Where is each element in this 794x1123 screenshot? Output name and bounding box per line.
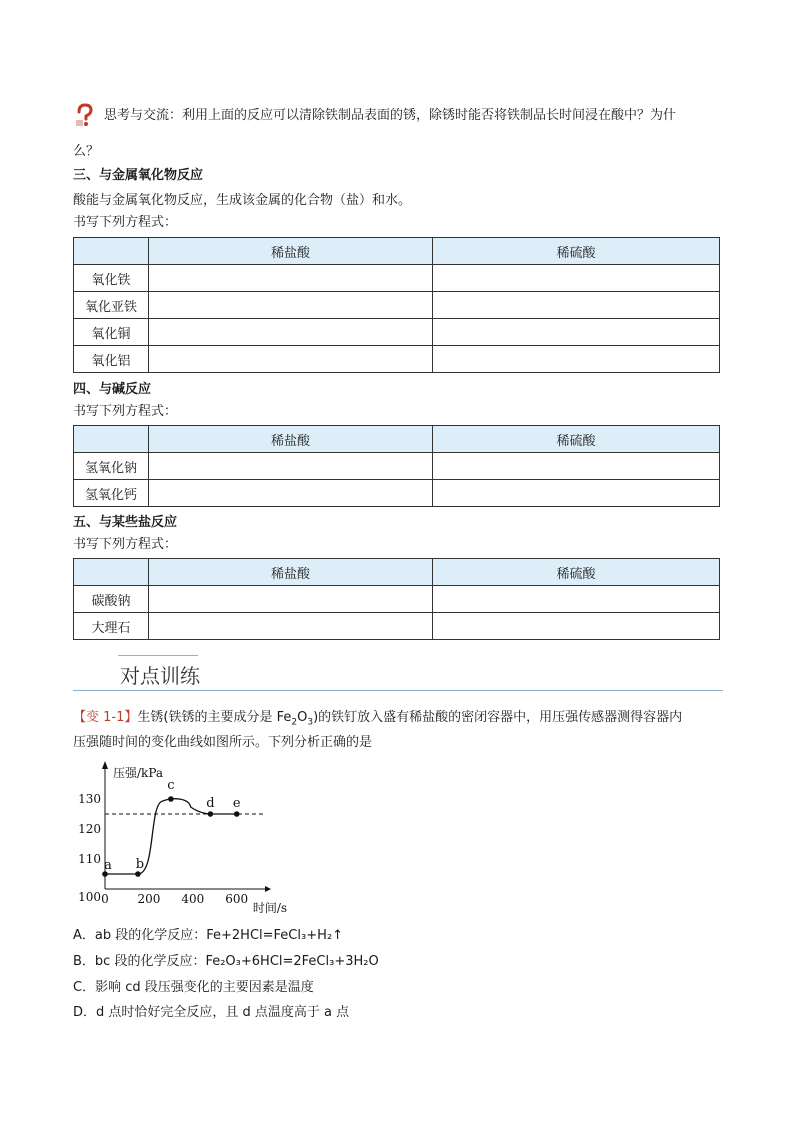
stem-sub-3: 3 xyxy=(307,717,314,728)
y-tick-label: 110 xyxy=(78,852,101,866)
answer-cell[interactable] xyxy=(433,346,720,373)
row-label: 氧化铁 xyxy=(74,265,149,292)
option-text: 影响 cd 段压强变化的主要因素是温度 xyxy=(95,980,314,995)
option-letter: A． xyxy=(73,928,95,943)
point-label: c xyxy=(167,778,175,793)
header-hcl: 稀盐酸 xyxy=(149,559,433,586)
stem-part-b: O xyxy=(297,710,308,725)
answer-cell[interactable] xyxy=(149,453,433,480)
header-blank xyxy=(74,426,149,453)
section-divider-top xyxy=(118,655,198,656)
header-blank xyxy=(74,238,149,265)
table-header-row xyxy=(74,559,720,586)
question-stem-line2: 压强随时间的变化曲线如图所示。下列分析正确的是 xyxy=(73,735,373,750)
point-label: b xyxy=(135,857,145,872)
table-row xyxy=(74,480,720,507)
x-tick-label: 200 xyxy=(137,892,161,906)
answer-cell[interactable] xyxy=(149,346,433,373)
table-row xyxy=(74,265,720,292)
think-text-line2: 么？ xyxy=(73,144,100,159)
data-point xyxy=(208,811,214,817)
x-axis-label: 时间/s xyxy=(252,901,288,915)
answer-cell[interactable] xyxy=(149,480,433,507)
option-letter: C． xyxy=(73,980,96,995)
header-hcl: 稀盐酸 xyxy=(149,238,433,265)
answer-cell[interactable] xyxy=(149,319,433,346)
stem-sub-2: 2 xyxy=(291,717,298,728)
table-row xyxy=(74,346,720,373)
section4-instruction: 书写下列方程式： xyxy=(73,404,178,419)
row-label: 氧化铝 xyxy=(74,346,149,373)
row-label: 氢氧化钠 xyxy=(74,453,149,480)
data-point xyxy=(168,796,174,802)
series-line xyxy=(105,799,237,874)
option-b[interactable] xyxy=(73,953,379,971)
answer-cell[interactable] xyxy=(433,613,720,640)
y-axis-label: 压强/kPa xyxy=(113,766,164,780)
answer-cell[interactable] xyxy=(433,265,720,292)
row-label: 碳酸钠 xyxy=(74,586,149,613)
pressure-time-chart xyxy=(72,755,288,920)
point-label: d xyxy=(206,796,215,811)
x-axis-arrow xyxy=(265,886,271,892)
section5-heading: 五、与某些盐反应 xyxy=(73,515,178,530)
answer-cell[interactable] xyxy=(149,613,433,640)
point-label: e xyxy=(232,796,241,811)
section5-instruction: 书写下列方程式： xyxy=(73,537,178,552)
header-h2so4: 稀硫酸 xyxy=(433,238,720,265)
section3-desc: 酸能与金属氧化物反应，生成该金属的化合物（盐）和水。 xyxy=(73,193,412,208)
header-h2so4: 稀硫酸 xyxy=(433,559,720,586)
section4-heading: 四、与碱反应 xyxy=(73,382,152,397)
answer-cell[interactable] xyxy=(433,586,720,613)
data-point xyxy=(234,811,240,817)
y-tick-label: 120 xyxy=(78,822,101,836)
answer-cell[interactable] xyxy=(149,586,433,613)
y-axis-arrow xyxy=(102,761,108,769)
table-row xyxy=(74,292,720,319)
table-header-row xyxy=(74,238,720,265)
data-point xyxy=(135,871,141,877)
base-equation-table xyxy=(73,425,720,507)
answer-cell[interactable] xyxy=(433,453,720,480)
table-header-row xyxy=(74,426,720,453)
answer-cell[interactable] xyxy=(433,319,720,346)
answer-cell[interactable] xyxy=(433,480,720,507)
option-a[interactable] xyxy=(73,927,343,945)
y-tick-label: 130 xyxy=(78,792,101,806)
think-text-line1: 思考与交流：利用上面的反应可以清除铁制品表面的锈，除锈时能否将铁制品长时间浸在酸中？为什 xyxy=(104,108,677,123)
x-tick-label: 400 xyxy=(181,892,205,906)
option-text: d 点时恰好完全反应，且 d 点温度高于 a 点 xyxy=(96,1005,350,1020)
table-row xyxy=(74,613,720,640)
option-text: bc 段的化学反应：Fe₂O₃+6HCl=2FeCl₃+3H₂O xyxy=(94,954,379,969)
answer-cell[interactable] xyxy=(149,292,433,319)
stem-part-c: )的铁钉放入盛有稀盐酸的密闭容器中，用压强传感器测得容器内 xyxy=(313,710,683,725)
question-stem-line1 xyxy=(73,709,682,732)
stem-part-a: 生锈(铁锈的主要成分是 Fe xyxy=(137,710,292,725)
answer-cell[interactable] xyxy=(433,292,720,319)
option-text: ab 段的化学反应：Fe+2HCl=FeCl₃+H₂↑ xyxy=(94,928,343,943)
answer-cell[interactable] xyxy=(149,265,433,292)
point-label: a xyxy=(104,858,112,873)
row-label: 氧化亚铁 xyxy=(74,292,149,319)
row-label: 氧化铜 xyxy=(74,319,149,346)
option-letter: B． xyxy=(73,954,95,969)
option-letter: D． xyxy=(73,1005,97,1020)
salt-equation-table xyxy=(73,558,720,640)
y-tick-label: 100 xyxy=(78,890,101,904)
section3-instruction: 书写下列方程式： xyxy=(73,215,178,230)
row-label: 大理石 xyxy=(74,613,149,640)
option-c[interactable] xyxy=(73,979,314,997)
x-tick-label: 600 xyxy=(225,892,249,906)
table-row xyxy=(74,319,720,346)
x-tick-label: 0 xyxy=(101,892,109,906)
section3-heading: 三、与金属氧化物反应 xyxy=(73,168,204,183)
practice-title: 对点训练 xyxy=(120,664,200,688)
question-tag: 【变 1-1】 xyxy=(73,710,138,725)
header-h2so4: 稀硫酸 xyxy=(433,426,720,453)
table-row xyxy=(74,586,720,613)
oxide-equation-table xyxy=(73,237,720,373)
header-blank xyxy=(74,559,149,586)
section-divider xyxy=(73,690,723,691)
header-hcl: 稀盐酸 xyxy=(149,426,433,453)
question-mark-icon xyxy=(74,103,96,127)
option-d[interactable] xyxy=(73,1004,349,1022)
table-row xyxy=(74,453,720,480)
row-label: 氢氧化钙 xyxy=(74,480,149,507)
